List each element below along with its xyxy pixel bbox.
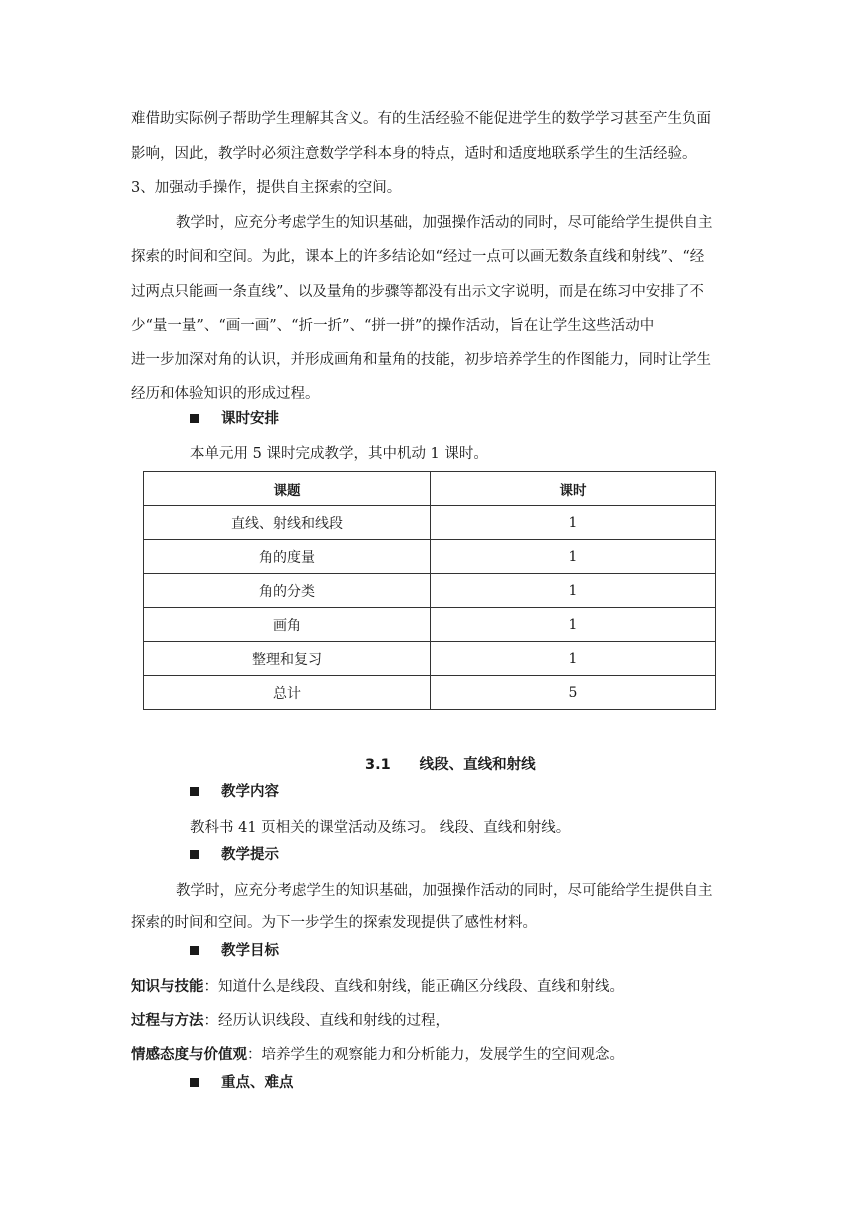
content-heading-text: 教学内容 bbox=[221, 784, 279, 800]
item3-paragraph-line-4: 少“量一量”、“画一画”、“折一折”、“拼一拼”的操作活动，旨在让学生这些活动中 bbox=[131, 318, 655, 334]
item3-paragraph-line-5: 进一步加深对角的认识，并形成画角和量角的技能，初步培养学生的作图能力，同时让学生 bbox=[131, 352, 711, 368]
schedule-intro: 本单元用 5 课时完成教学，其中机动 1 课时。 bbox=[190, 446, 488, 462]
tips-line-1: 教学时，应充分考虑学生的知识基础，加强操作活动的同时，尽可能给学生提供自主 bbox=[176, 883, 713, 899]
square-bullet-icon bbox=[190, 1078, 199, 1087]
table-cell-topic: 画角 bbox=[144, 608, 431, 642]
content-heading bbox=[190, 782, 279, 802]
tips-line-2: 探索的时间和空间。为下一步学生的探索发现提供了感性材料。 bbox=[131, 915, 537, 931]
table-cell-periods: 1 bbox=[431, 608, 716, 642]
goal-knowledge bbox=[131, 977, 624, 997]
tips-heading bbox=[190, 845, 279, 865]
table-cell-topic: 总计 bbox=[144, 676, 431, 710]
square-bullet-icon bbox=[190, 946, 199, 955]
schedule-heading-text: 课时安排 bbox=[221, 411, 279, 427]
goal-label: 情感态度与价值观 bbox=[131, 1047, 247, 1063]
content-text: 教科书 41 页相关的课堂活动及练习。 线段、直线和射线。 bbox=[190, 820, 571, 836]
table-row-total bbox=[144, 676, 716, 710]
goal-text: ：经历认识线段、直线和射线的过程， bbox=[203, 1013, 450, 1029]
table-row bbox=[144, 506, 716, 540]
goal-process bbox=[131, 1011, 450, 1031]
item3-paragraph-line-2: 探索的时间和空间。为此，课本上的许多结论如“经过一点可以画无数条直线和射线”、“经 bbox=[131, 249, 705, 265]
table-cell-topic: 角的度量 bbox=[144, 540, 431, 574]
table-cell-periods: 5 bbox=[431, 676, 716, 710]
header-periods: 课时 bbox=[431, 472, 716, 506]
schedule-table bbox=[143, 471, 716, 710]
table-row bbox=[144, 574, 716, 608]
table-cell-periods: 1 bbox=[431, 642, 716, 676]
goal-text: ：知道什么是线段、直线和射线，能正确区分线段、直线和射线。 bbox=[203, 979, 624, 995]
square-bullet-icon bbox=[190, 787, 199, 796]
goal-text: ：培养学生的观察能力和分析能力，发展学生的空间观念。 bbox=[247, 1047, 624, 1063]
intro-line-2: 影响，因此，教学时必须注意数学学科本身的特点，适时和适度地联系学生的生活经验。 bbox=[131, 146, 697, 162]
section-title: 3.1 线段、直线和射线 bbox=[365, 757, 536, 773]
goal-label: 知识与技能 bbox=[131, 979, 204, 995]
item3-heading: 3、加强动手操作，提供自主探索的空间。 bbox=[131, 180, 402, 196]
goals-heading bbox=[190, 941, 279, 961]
square-bullet-icon bbox=[190, 414, 199, 423]
table-row bbox=[144, 608, 716, 642]
table-row bbox=[144, 642, 716, 676]
header-topic: 课题 bbox=[144, 472, 431, 506]
tips-heading-text: 教学提示 bbox=[221, 847, 279, 863]
table-header-row bbox=[144, 472, 716, 506]
goals-heading-text: 教学目标 bbox=[221, 943, 279, 959]
item3-paragraph-line-3: 过两点只能画一条直线”、以及量角的步骤等都没有出示文字说明，而是在练习中安排了不 bbox=[131, 284, 704, 300]
square-bullet-icon bbox=[190, 850, 199, 859]
table-cell-topic: 角的分类 bbox=[144, 574, 431, 608]
table-cell-periods: 1 bbox=[431, 506, 716, 540]
key-points-heading-text: 重点、难点 bbox=[221, 1075, 294, 1091]
table-row bbox=[144, 540, 716, 574]
table-cell-periods: 1 bbox=[431, 540, 716, 574]
item3-paragraph-line-6: 经历和体验知识的形成过程。 bbox=[131, 386, 320, 402]
item3-paragraph-line-1: 教学时，应充分考虑学生的知识基础，加强操作活动的同时，尽可能给学生提供自主 bbox=[176, 215, 713, 231]
schedule-heading bbox=[190, 409, 279, 429]
table-cell-topic: 整理和复习 bbox=[144, 642, 431, 676]
table-cell-periods: 1 bbox=[431, 574, 716, 608]
goal-label: 过程与方法 bbox=[131, 1013, 204, 1029]
intro-line-1: 难借助实际例子帮助学生理解其含义。有的生活经验不能促进学生的数学学习甚至产生负面 bbox=[131, 111, 711, 127]
table-cell-topic: 直线、射线和线段 bbox=[144, 506, 431, 540]
key-points-heading bbox=[190, 1073, 294, 1093]
goal-attitude bbox=[131, 1045, 624, 1065]
